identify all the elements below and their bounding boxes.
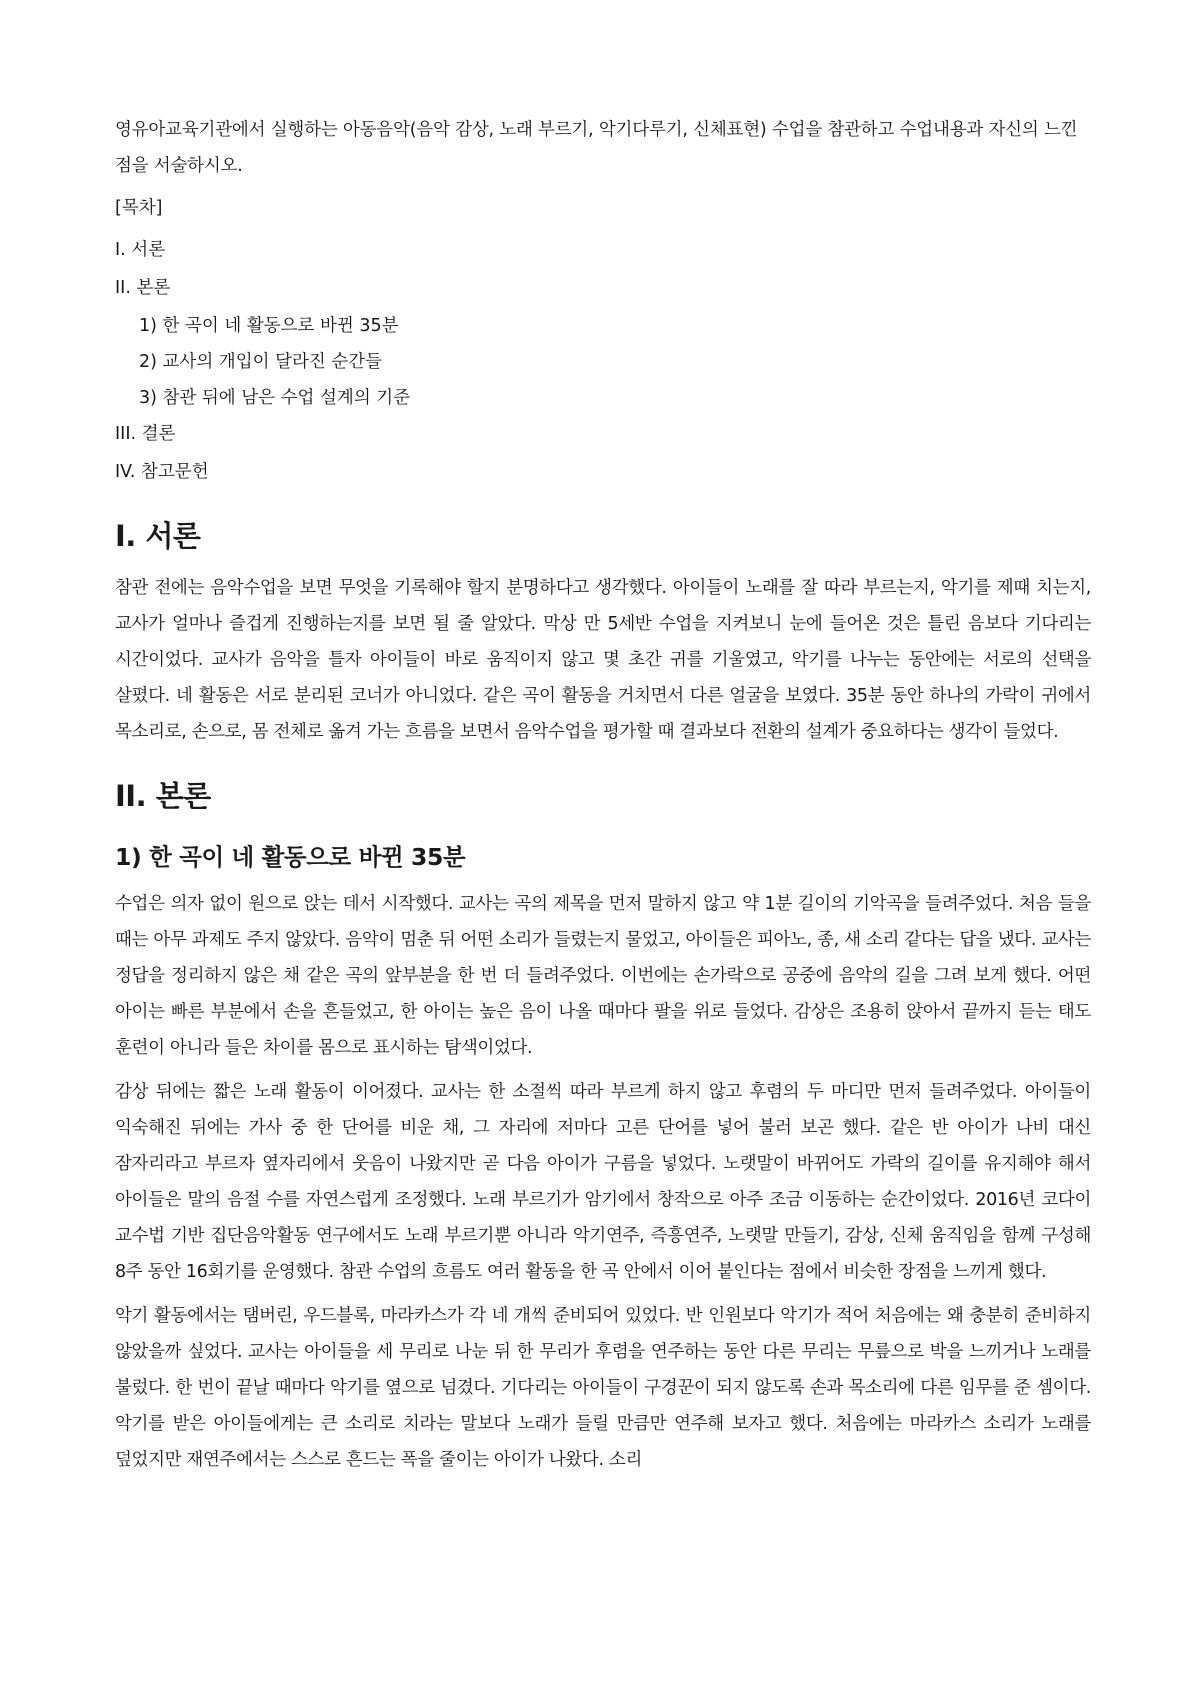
body-paragraph-listening: 수업은 의자 없이 원으로 앉는 데서 시작했다. 교사는 곡의 제목을 먼저 말하지 않고 약 1분 길이의 기악곡을 들려주었다. 처음 들을 때는 아무 과제도 주지 않았다. 음악이 멈춘 뒤 어떤 소리가 들렸는지 물었고, 아이들은 피아노, 종, 새 소리 같다는 답을 냈다. 교사는 정답을 정리하지 않은 채 같은 곡의 앞부분을 한 번 더 들려주었다. 이번에는 손가락으로 공중에 음악의 길을 그려 보게 했다. 어떤 아이는 빠른 부분에서 손을 흔들었고, 한 아이는 높은 음이 나올 때마다 팔을 위로 들었다. 감상은 조용히 앉아서 끝까지 듣는 태도 훈련이 아니라 들은 차이를 몸으로 표시하는 탐색이었다. — [115, 894, 1091, 1058]
toc-heading: [목차] — [115, 198, 163, 218]
toc-item-body-sub2: 2) 교사의 개입이 달라진 순간들 — [139, 352, 383, 372]
document-page — [115, 112, 1091, 1486]
toc-item-body: II. 본론 — [115, 278, 171, 298]
body-paragraph-singing: 감상 뒤에는 짧은 노래 활동이 이어졌다. 교사는 한 소절씩 따라 부르게 하지 않고 후렴의 두 마디만 먼저 들려주었다. 아이들이 익숙해진 뒤에는 가사 중 한 단어를 비운 채, 그 자리에 저마다 고른 단어를 넣어 불러 보곤 했다. 같은 반 아이가 나비 대신 잠자리라고 부르자 옆자리에서 웃음이 나왔지만 곧 다음 아이가 구름을 넣었다. 노랫말이 바뀌어도 가락의 길이를 유지해야 해서 아이들은 말의 음절 수를 자연스럽게 조정했다. 노래 부르기가 암기에서 창작으로 아주 조금 이동하는 순간이었다. 2016년 코다이 교수법 기반 집단음악활동 연구에서도 노래 부르기뿐 아니라 악기연주, 즉흥연주, 노랫말 만들기, 감상, 신체 움직임을 함께 구성해 8주 동안 16회기를 운영했다. 참관 수업의 흐름도 여러 활동을 한 곡 안에서 이어 붙인다는 점에서 비슷한 장점을 느끼게 했다. — [115, 1082, 1091, 1282]
subsection-title-1: 1) 한 곡이 네 활동으로 바뀐 35분 — [115, 843, 466, 871]
assignment-prompt: 영유아교육기관에서 실행하는 아동음악(음악 감상, 노래 부르기, 악기다루기, 신체표현) 수업을 참관하고 수업내용과 자신의 느낀 점을 서술하시오. — [115, 120, 1078, 176]
toc-item-body-sub3: 3) 참관 뒤에 남은 수업 설계의 기준 — [139, 388, 411, 408]
toc-item-references: IV. 참고문헌 — [115, 462, 209, 482]
section-title-body: II. 본론 — [115, 779, 211, 813]
toc-item-intro: I. 서론 — [115, 240, 166, 260]
section-title-intro: I. 서론 — [115, 519, 201, 553]
body-paragraph-instruments: 악기 활동에서는 탬버린, 우드블록, 마라카스가 각 네 개씩 준비되어 있었다. 반 인원보다 악기가 적어 처음에는 왜 충분히 준비하지 않았을까 싶었다. 교사는 아이들을 세 무리로 나눈 뒤 한 무리가 후렴을 연주하는 동안 다른 무리는 무릎으로 박을 느끼거나 노래를 불렀다. 한 번이 끝날 때마다 악기를 옆으로 넘겼다. 기다리는 아이들이 구경꾼이 되지 않도록 손과 목소리에 다른 임무를 준 셈이다. 악기를 받은 아이들에게는 큰 소리로 치라는 말보다 노래가 들릴 만큼만 연주해 보자고 했다. 처음에는 마라카스 소리가 노래를 덮었지만 재연주에서는 스스로 흔드는 폭을 줄이는 아이가 나왔다. 소리 — [115, 1306, 1091, 1470]
intro-paragraph: 참관 전에는 음악수업을 보면 무엇을 기록해야 할지 분명하다고 생각했다. 아이들이 노래를 잘 따라 부르는지, 악기를 제때 치는지, 교사가 얼마나 즐겁게 진행하는지를 보면 될 줄 알았다. 막상 만 5세반 수업을 지켜보니 눈에 들어온 것은 틀린 음보다 기다리는 시간이었다. 교사가 음악을 틀자 아이들이 바로 움직이지 않고 몇 초간 귀를 기울였고, 악기를 나누는 동안에는 서로의 선택을 살폈다. 네 활동은 서로 분리된 코너가 아니었다. 같은 곡이 활동을 거치면서 다른 얼굴을 보였다. 35분 동안 하나의 가락이 귀에서 목소리로, 손으로, 몸 전체로 옮겨 가는 흐름을 보면서 음악수업을 평가할 때 결과보다 전환의 설계가 중요하다는 생각이 들었다. — [115, 578, 1091, 742]
toc-item-conclusion: III. 결론 — [115, 424, 176, 444]
table-of-contents — [115, 190, 1091, 490]
toc-item-body-sub1: 1) 한 곡이 네 활동으로 바뀐 35분 — [139, 316, 399, 336]
